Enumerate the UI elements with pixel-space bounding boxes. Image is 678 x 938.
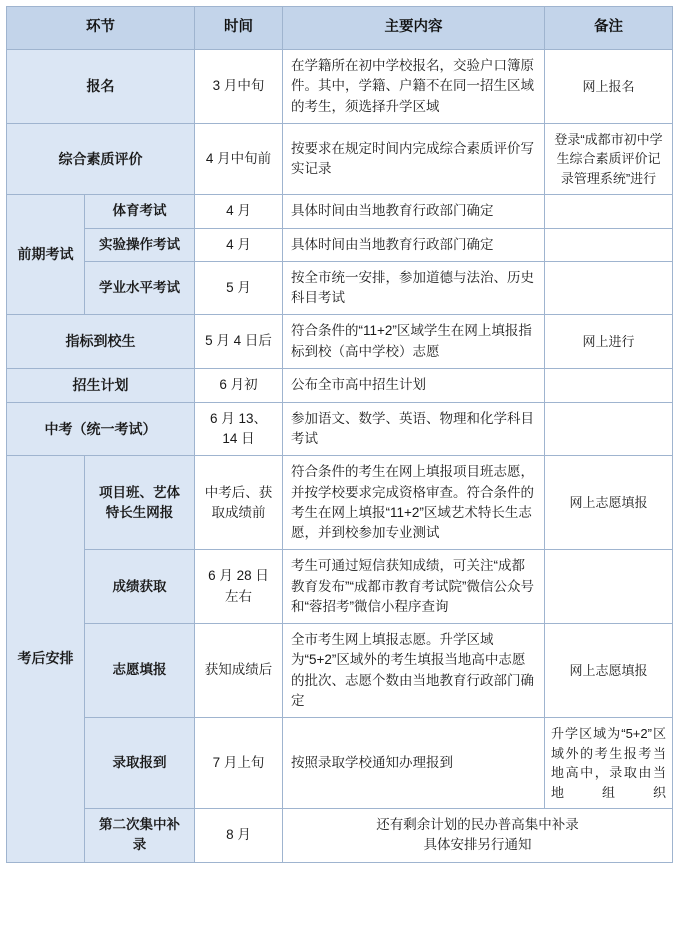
row-main: 符合条件的考生在网上填报项目班志愿，并按学校要求完成资格审查。符合条件的考生在网上填报“11+2”区域艺术特长生志愿，并到校参加专业测试: [283, 456, 545, 550]
row-main: 按照录取学校通知办理报到: [283, 718, 545, 809]
row-main: 具体时间由当地教育行政部门确定: [283, 228, 545, 261]
table-row: [7, 624, 673, 718]
row-note: [545, 368, 673, 402]
row-time: 6 月 28 日左右: [195, 550, 283, 624]
table-row: [7, 368, 673, 402]
row-subitem: 项目班、艺体特长生网报: [85, 456, 195, 550]
table-row: [7, 261, 673, 315]
row-stage: 报名: [7, 50, 195, 124]
row-time: 4 月: [195, 228, 283, 261]
row-stage-group-post-exam: 考后安排: [7, 456, 85, 862]
row-subitem: 志愿填报: [85, 624, 195, 718]
row-note: [545, 550, 673, 624]
column-header-note: 备注: [545, 7, 673, 50]
row-stage: 指标到校生: [7, 315, 195, 369]
table-row: [7, 718, 673, 809]
row-subitem: 实验操作考试: [85, 228, 195, 261]
row-note: 升学区域为“5+2”区域外的考生报考当地高中，录取由当地组织: [545, 718, 673, 809]
row-main: 考生可通过短信获知成绩，可关注“成都教育发布”“成都市教育考试院”微信公众号和“蓉招考”微信小程序查询: [283, 550, 545, 624]
row-note: [545, 228, 673, 261]
table-body: [7, 50, 673, 863]
table-row: [7, 402, 673, 456]
table-row: [7, 456, 673, 550]
row-subitem: 成绩获取: [85, 550, 195, 624]
row-main: 全市考生网上填报志愿。升学区域为“5+2”区域外的考生填报当地高中志愿的批次、志愿个数由当地教育行政部门确定: [283, 624, 545, 718]
schedule-table: [6, 6, 673, 863]
row-main: 具体时间由当地教育行政部门确定: [283, 195, 545, 228]
row-time: 6 月初: [195, 368, 283, 402]
table-row: [7, 809, 673, 863]
row-time: 4 月中旬前: [195, 123, 283, 195]
row-time: 3 月中旬: [195, 50, 283, 124]
row-stage: 综合素质评价: [7, 123, 195, 195]
row-main: 在学籍所在初中学校报名，交验户口簿原件。其中，学籍、户籍不在同一招生区域的考生，须选择升学区域: [283, 50, 545, 124]
row-note: 网上志愿填报: [545, 624, 673, 718]
row-note: 网上志愿填报: [545, 456, 673, 550]
row-time: 4 月: [195, 195, 283, 228]
row-subitem: 第二次集中补录: [85, 809, 195, 863]
row-stage: 招生计划: [7, 368, 195, 402]
table-header: [7, 7, 673, 50]
table-row: [7, 195, 673, 228]
table-row: [7, 228, 673, 261]
row-main: 按全市统一安排，参加道德与法治、历史科目考试: [283, 261, 545, 315]
column-header-main: 主要内容: [283, 7, 545, 50]
column-header-stage: 环节: [7, 7, 195, 50]
row-note: 登录“成都市初中学生综合素质评价记录管理系统”进行: [545, 123, 673, 195]
row-time: 5 月: [195, 261, 283, 315]
row-stage-group-pre-exams: 前期考试: [7, 195, 85, 315]
row-main: 公布全市高中招生计划: [283, 368, 545, 402]
row-subitem: 录取报到: [85, 718, 195, 809]
row-time: 6 月 13、14 日: [195, 402, 283, 456]
row-main: 参加语文、数学、英语、物理和化学科目考试: [283, 402, 545, 456]
row-main: 按要求在规定时间内完成综合素质评价写实记录: [283, 123, 545, 195]
row-main: 还有剩余计划的民办普高集中补录 具体安排另行通知: [283, 809, 673, 863]
row-stage: 中考（统一考试）: [7, 402, 195, 456]
table-row: [7, 550, 673, 624]
row-time: 7 月上旬: [195, 718, 283, 809]
table-row: [7, 315, 673, 369]
header-row: [7, 7, 673, 50]
table-row: [7, 123, 673, 195]
row-note: 网上进行: [545, 315, 673, 369]
row-note: [545, 402, 673, 456]
row-note: [545, 261, 673, 315]
row-subitem: 体育考试: [85, 195, 195, 228]
table-row: [7, 50, 673, 124]
row-note: [545, 195, 673, 228]
row-time: 获知成绩后: [195, 624, 283, 718]
row-time: 8 月: [195, 809, 283, 863]
row-note: 网上报名: [545, 50, 673, 124]
row-subitem: 学业水平考试: [85, 261, 195, 315]
row-time: 5 月 4 日后: [195, 315, 283, 369]
row-main: 符合条件的“11+2”区域学生在网上填报指标到校（高中学校）志愿: [283, 315, 545, 369]
row-time: 中考后、获取成绩前: [195, 456, 283, 550]
column-header-time: 时间: [195, 7, 283, 50]
